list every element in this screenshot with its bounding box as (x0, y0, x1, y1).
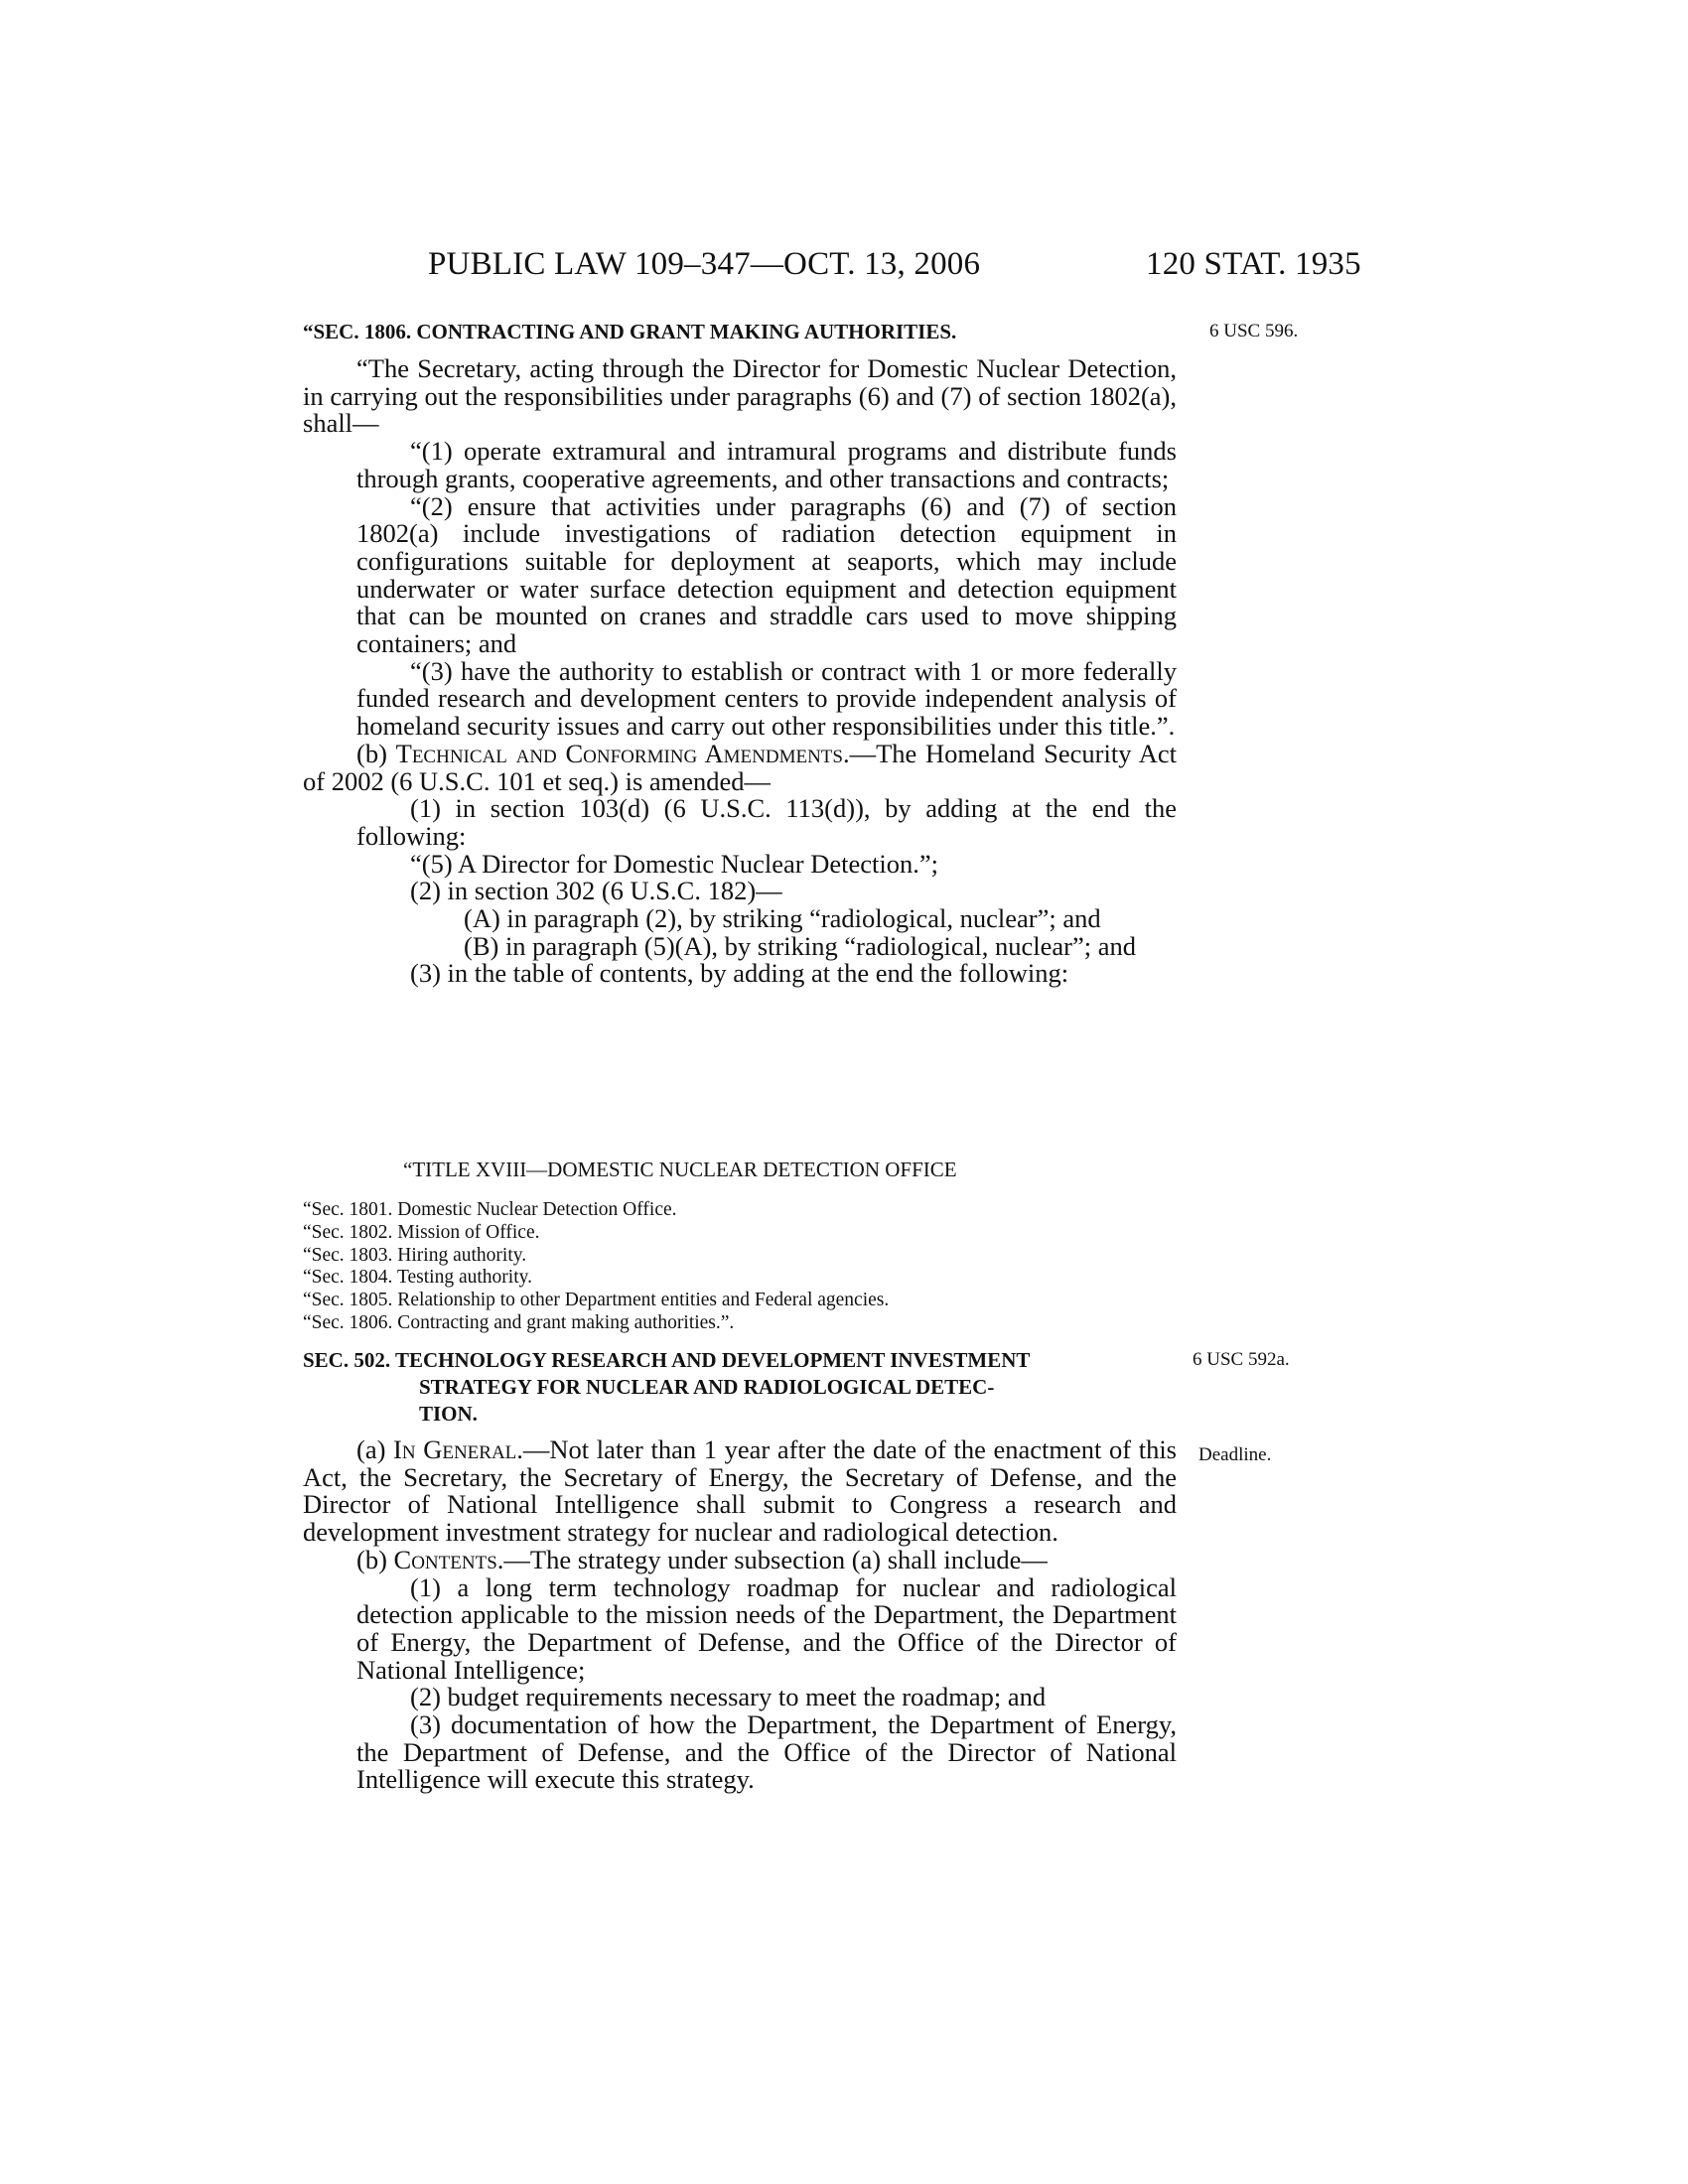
amendment-item-2a: (A) in paragraph (2), by striking “radiological, nuclear”; and (464, 903, 1101, 934)
subsection-b-caption: Contents (393, 1544, 497, 1574)
amendment-item-3: (3) in the table of contents, by adding at the end the following: (410, 958, 1069, 989)
sec-502-heading-line-2: STRATEGY FOR NUCLEAR AND RADIOLOGICAL DETEC- (419, 1375, 995, 1399)
margin-note-deadline: Deadline. (1198, 1444, 1272, 1465)
amendment-item-2b: (B) in paragraph (5)(A), by striking “radiological, nuclear”; and (464, 930, 1136, 961)
subsection-b-label: (b) (356, 1544, 394, 1574)
toc-entry: “Sec. 1805. Relationship to other Department entities and Federal agencies. (303, 1290, 890, 1311)
sec-502-heading-line-3: TION. (419, 1402, 478, 1426)
toc-entry: “Sec. 1803. Hiring authority. (303, 1244, 527, 1266)
toc-entry: “Sec. 1806. Contracting and grant making authorities.”. (303, 1311, 735, 1333)
sec-502-subsection-b (303, 1544, 1177, 1574)
margin-note-6usc596: 6 USC 596. (1209, 321, 1299, 341)
amendments-text: .—The Homeland Security Act of 2002 (6 U.S.C. 101 et seq.) is amended— (303, 738, 1177, 796)
sec-1806-body (303, 355, 1177, 988)
sec-502-body (303, 1436, 1177, 1794)
sec-502-b-item-3: (3) documentation of how the Department, the Department of Energy, the Department of Defense, and the Office of the Director of National Intelligence will execute this strategy. (356, 1709, 1177, 1795)
margin-note-6usc592a: 6 USC 592a. (1193, 1349, 1290, 1370)
sec-1806-para-2: “(2) ensure that activities under paragraphs (6) and (7) of section 1802(a) include investigations of radiation detection equipment in configurations suitable for deployment at seaports, which may include underwater or water surface detection equipment and detection equipment that can be mounted on cranes and straddle cars used to move shipping containers; and (356, 490, 1177, 659)
toc-entry: “Sec. 1802. Mission of Office. (303, 1221, 540, 1243)
amendments-intro (303, 738, 1177, 796)
amendment-item-1: (1) in section 103(d) (6 U.S.C. 113(d)), by adding at the end the following: (356, 793, 1177, 851)
amendments-caption: Technical and Conforming Amendments (395, 738, 843, 768)
toc-entry: “Sec. 1804. Testing authority. (303, 1267, 532, 1289)
subsection-b-text: .—The strategy under subsection (a) shall include— (496, 1544, 1048, 1574)
page-header-stat: 120 STAT. 1935 (1146, 246, 1361, 282)
toc-title: “TITLE XVIII—DOMESTIC NUCLEAR DETECTION OFFICE (403, 1158, 957, 1181)
page-header-title: PUBLIC LAW 109–347—OCT. 13, 2006 (428, 246, 981, 282)
amendment-item-1-quote: “(5) A Director for Domestic Nuclear Detection.”; (410, 848, 938, 879)
subsection-a-caption: In General (393, 1434, 517, 1464)
amendment-item-2: (2) in section 302 (6 U.S.C. 182)— (410, 876, 782, 906)
toc-list (303, 1199, 889, 1335)
sec-1806-para-3: “(3) have the authority to establish or contract with 1 or more federally funded research and development centers to provide independent analysis of homeland security issues and carry out other responsibilities under this title.”. (356, 655, 1177, 742)
sec-1806-heading: “SEC. 1806. CONTRACTING AND GRANT MAKING AUTHORITIES. (303, 320, 957, 343)
sec-1806-para-1: “(1) operate extramural and intramural programs and distribute funds through grants, cooperative agreements, and other transactions and contracts; (356, 436, 1177, 493)
sec-1806-intro: “The Secretary, acting through the Director for Domestic Nuclear Detection, in carrying out the responsibilities under paragraphs (6) and (7) of section 1802(a), shall— (303, 353, 1177, 439)
amendments-label: (b) (356, 738, 396, 768)
sec-502-subsection-a (303, 1436, 1177, 1547)
subsection-a-label: (a) (356, 1434, 394, 1464)
sec-502-b-item-2: (2) budget requirements necessary to meet the roadmap; and (410, 1682, 1047, 1712)
toc-entry: “Sec. 1801. Domestic Nuclear Detection Office. (303, 1199, 677, 1220)
sec-502-b-item-1: (1) a long term technology roadmap for nuclear and radiological detection applicable to the mission needs of the Department, the Department of Energy, the Department of Defense, and the Office of the Director of National Intelligence; (356, 1571, 1177, 1685)
subsection-a-text: .—Not later than 1 year after the date of the enactment of this Act, the Secretary, the Secretary of Energy, the Secretary of Defense, and the Director of National Intelligence shall submit to Congress a research and development investment strategy for nuclear and radiological detection. (303, 1434, 1177, 1548)
sec-502-heading-line-1: SEC. 502. TECHNOLOGY RESEARCH AND DEVELOPMENT INVESTMENT (303, 1348, 1031, 1372)
